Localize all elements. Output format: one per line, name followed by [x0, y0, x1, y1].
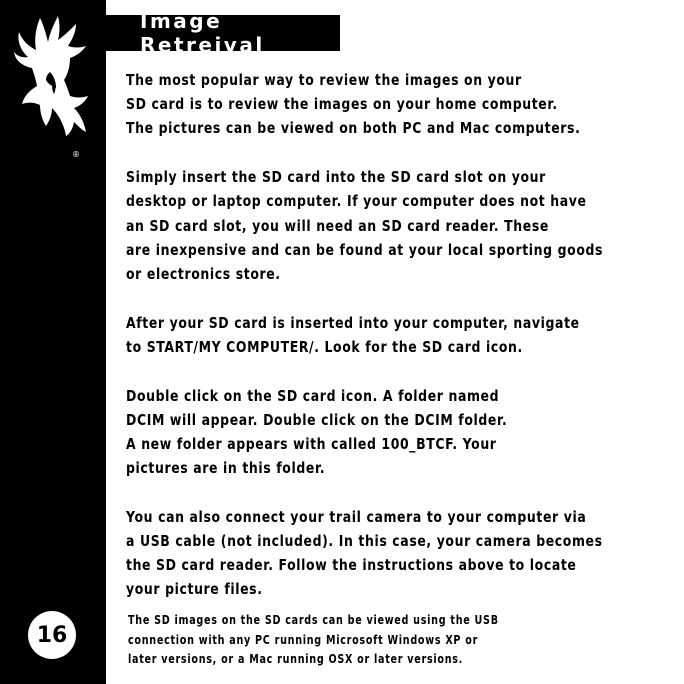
text-line: The most popular way to review the images on your	[126, 71, 522, 89]
footnote-line: The SD images on the SD cards can be viewed using the USB	[128, 613, 499, 627]
text-line: pictures are in this folder.	[126, 459, 326, 478]
text-line: desktop or laptop computer. If your computer does not have	[126, 192, 587, 211]
text-line: your picture files.	[126, 580, 263, 599]
text-line: After your SD card is inserted into your computer, navigate	[126, 313, 580, 332]
paragraph-navigate	[126, 311, 684, 359]
paragraph-intro	[126, 68, 684, 141]
paragraph-usb	[126, 505, 684, 602]
text-line: The pictures can be viewed on both PC and Mac computers.	[126, 119, 581, 138]
sidebar	[0, 0, 106, 684]
footnote	[128, 611, 680, 670]
text-line: Simply insert the SD card into the SD card slot on your	[126, 168, 546, 187]
text-line: or electronics store.	[126, 264, 281, 283]
text-line: A new folder appears with called 100_BTCF. Your	[126, 434, 497, 453]
body-text	[126, 68, 684, 626]
registered-mark: ®	[72, 150, 80, 159]
page-title: Image Retreival	[106, 15, 340, 51]
text-line: the SD card reader. Follow the instructions above to locate	[126, 556, 577, 575]
paragraph-folder	[126, 384, 684, 481]
text-line: an SD card slot, you will need an SD card reader. These	[126, 216, 549, 235]
text-line: Double click on the SD card icon. A folder named	[126, 386, 500, 405]
text-line: DCIM will appear. Double click on the DCIM folder.	[126, 410, 508, 429]
footnote-line: later versions, or a Mac running OSX or later versions.	[128, 652, 464, 666]
paragraph-insert-card	[126, 165, 684, 286]
text-line: SD card is to review the images on your home computer.	[126, 95, 558, 114]
buckmark-logo-icon	[10, 10, 92, 150]
page-number: 16	[28, 611, 76, 659]
text-line: to START/MY COMPUTER/. Look for the SD card icon.	[126, 337, 523, 356]
text-line: a USB cable (not included). In this case, your camera becomes	[126, 532, 603, 551]
text-line: You can also connect your trail camera to your computer via	[126, 507, 587, 526]
footnote-line: connection with any PC running Microsoft Windows XP or	[128, 632, 479, 647]
text-line: are inexpensive and can be found at your local sporting goods	[126, 240, 604, 259]
